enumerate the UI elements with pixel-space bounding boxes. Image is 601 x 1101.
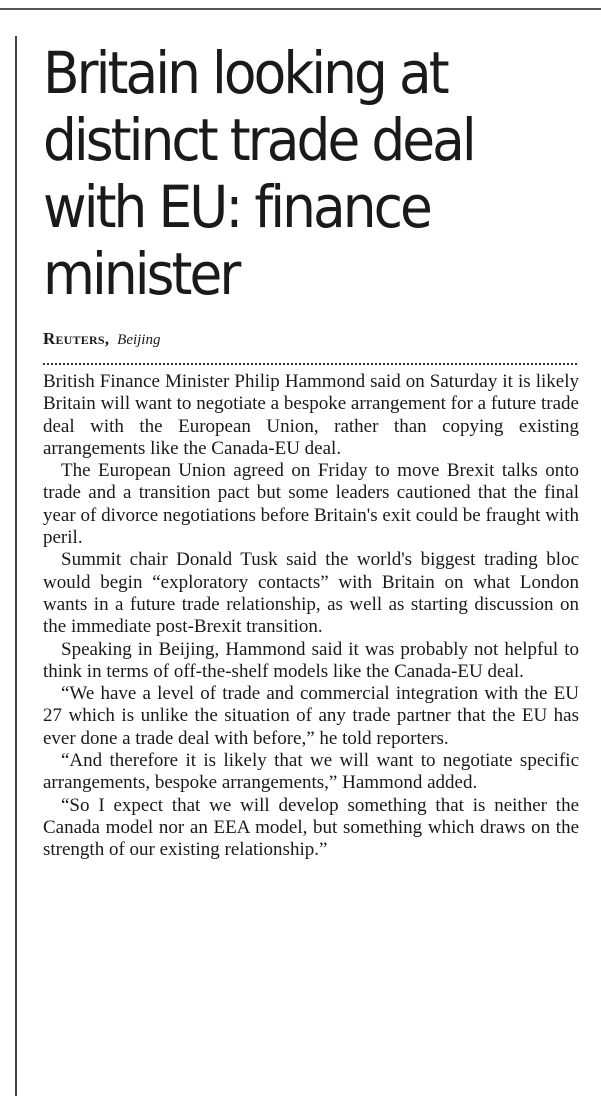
headline: Britain looking at distinct trade deal with EU: finance minister bbox=[43, 39, 474, 308]
article-paragraph: The European Union agreed on Friday to move Brexit talks onto trade and a transition pact but some leaders cautioned that the final year of divorce negotiations before Britain's exit could be fraught with peril. bbox=[43, 460, 579, 549]
article-body bbox=[43, 371, 579, 862]
article-paragraph: “We have a level of trade and commercial integration with the EU 27 which is unlike the situation of any trade partner that the EU has ever done a trade deal with before,” he told reporters. bbox=[43, 683, 579, 749]
byline-dateline: Beijing bbox=[117, 332, 161, 348]
article-paragraph: “And therefore it is likely that we will want to negotiate specific arrangements, bespoke arrangements,” Hammond added. bbox=[43, 750, 579, 794]
article-paragraph: Summit chair Donald Tusk said the world's biggest trading bloc would begin “exploratory contacts” with Britain on what London wants in a future trade relationship, as well as starting discussion on the immediate post-Brexit transition. bbox=[43, 549, 579, 638]
news-article bbox=[43, 40, 579, 862]
byline-agency: Reuters, bbox=[43, 329, 110, 348]
byline bbox=[43, 329, 579, 350]
top-border-rule bbox=[0, 8, 601, 10]
article-paragraph: British Finance Minister Philip Hammond said on Saturday it is likely Britain will want to negotiate a bespoke arrangement for a future trade deal with the European Union, rather than copying existing arrangements like the Canada-EU deal. bbox=[43, 371, 579, 459]
article-paragraph: “So I expect that we will develop something that is neither the Canada model nor an EEA model, but something which draws on the strength of our existing relationship.” bbox=[43, 794, 579, 861]
dotted-separator bbox=[43, 363, 577, 365]
article-paragraph: Speaking in Beijing, Hammond said it was probably not helpful to think in terms of off-the-shelf models like the Canada-EU deal. bbox=[43, 638, 579, 682]
column-rule bbox=[15, 36, 17, 1096]
